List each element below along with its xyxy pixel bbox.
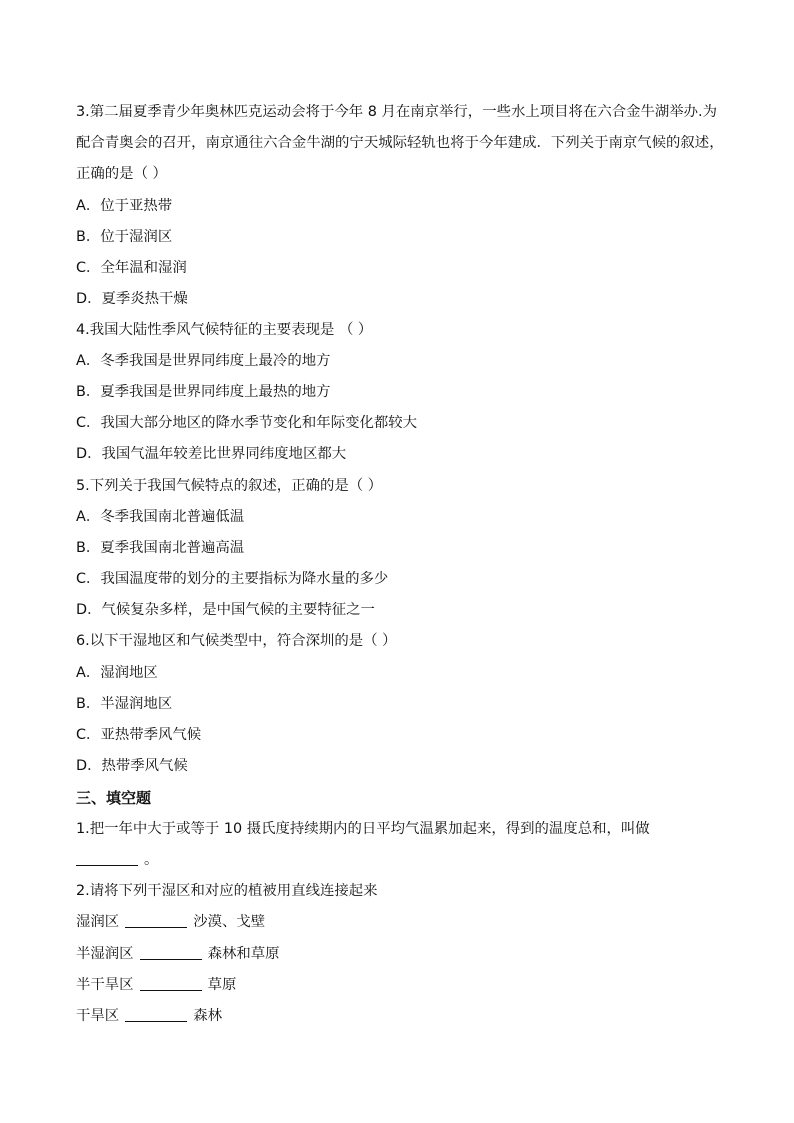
question-5-option-b: B．夏季我国南北普遍高温 xyxy=(76,540,245,556)
answer-blank[interactable] xyxy=(125,1007,187,1022)
question-3-stem-line-2: 配合青奥会的召开，南京通往六合金牛湖的宁天城际轻轨也将于今年建成．下列关于南京气候的叙述， xyxy=(76,135,724,151)
fill-question-1-line-1: 1.把一年中大于或等于 10 摄氏度持续期内的日平均气温累加起来，得到的温度总和，叫做 xyxy=(76,821,650,837)
question-6-option-b: B．半湿润地区 xyxy=(76,696,173,712)
fill-question-1-end: 。 xyxy=(144,852,159,868)
match-row xyxy=(76,912,265,932)
question-5-option-d: D．气候复杂多样，是中国气候的主要特征之一 xyxy=(76,602,375,618)
answer-blank[interactable] xyxy=(125,913,187,928)
question-4-option-c: C．我国大部分地区的降水季节变化和年际变化都较大 xyxy=(76,415,418,431)
match-left-label: 湿润区 xyxy=(76,914,120,930)
match-right-label: 森林 xyxy=(193,1008,222,1024)
match-right-label: 森林和草原 xyxy=(207,946,280,962)
question-3-option-a: A．位于亚热带 xyxy=(76,198,173,214)
match-row xyxy=(76,975,236,995)
question-4-option-b: B．夏季我国是世界同纬度上最热的地方 xyxy=(76,384,331,400)
fill-question-2-stem: 2.请将下列干湿区和对应的植被用直线连接起来 xyxy=(76,883,378,899)
question-6-option-d: D．热带季风气候 xyxy=(76,758,188,774)
question-3-stem-line-3: 正确的是（ ） xyxy=(76,166,167,182)
fill-question-1-line-2 xyxy=(76,850,158,870)
question-5-option-a: A．冬季我国南北普遍低温 xyxy=(76,509,245,525)
section-title: 三、填空题 xyxy=(76,789,152,807)
question-3-option-d: D．夏季炎热干燥 xyxy=(76,291,188,307)
match-right-label: 沙漠、戈壁 xyxy=(193,914,266,930)
question-4-stem: 4.我国大陆性季风气候特征的主要表现是 （ ） xyxy=(76,322,373,338)
match-row xyxy=(76,944,280,964)
match-row xyxy=(76,1006,222,1026)
answer-blank[interactable] xyxy=(140,945,202,960)
match-right-label: 草原 xyxy=(207,977,237,993)
question-3-stem-line-1: 3.第二届夏季青少年奥林匹克运动会将于今年 8 月在南京举行，一些水上项目将在六合金牛湖举办.为 xyxy=(76,104,718,120)
question-3-option-b: B．位于湿润区 xyxy=(76,229,173,245)
question-5-stem: 5.下列关于我国气候特点的叙述，正确的是（ ） xyxy=(76,478,383,494)
question-3-option-c: C．全年温和湿润 xyxy=(76,260,187,276)
question-4-option-d: D．我国气温年较差比世界同纬度地区都大 xyxy=(76,446,347,462)
match-left-label: 干旱区 xyxy=(76,1008,120,1024)
question-6-option-c: C．亚热带季风气候 xyxy=(76,727,202,743)
answer-blank[interactable] xyxy=(76,851,138,866)
question-4-option-a: A．冬季我国是世界同纬度上最冷的地方 xyxy=(76,353,331,369)
match-left-label: 半湿润区 xyxy=(76,946,134,962)
question-6-stem: 6.以下干湿地区和气候类型中，符合深圳的是（ ） xyxy=(76,633,397,649)
question-6-option-a: A．湿润地区 xyxy=(76,665,158,681)
match-left-label: 半干旱区 xyxy=(76,977,134,993)
question-5-option-c: C．我国温度带的划分的主要指标为降水量的多少 xyxy=(76,571,389,587)
answer-blank[interactable] xyxy=(140,976,202,991)
